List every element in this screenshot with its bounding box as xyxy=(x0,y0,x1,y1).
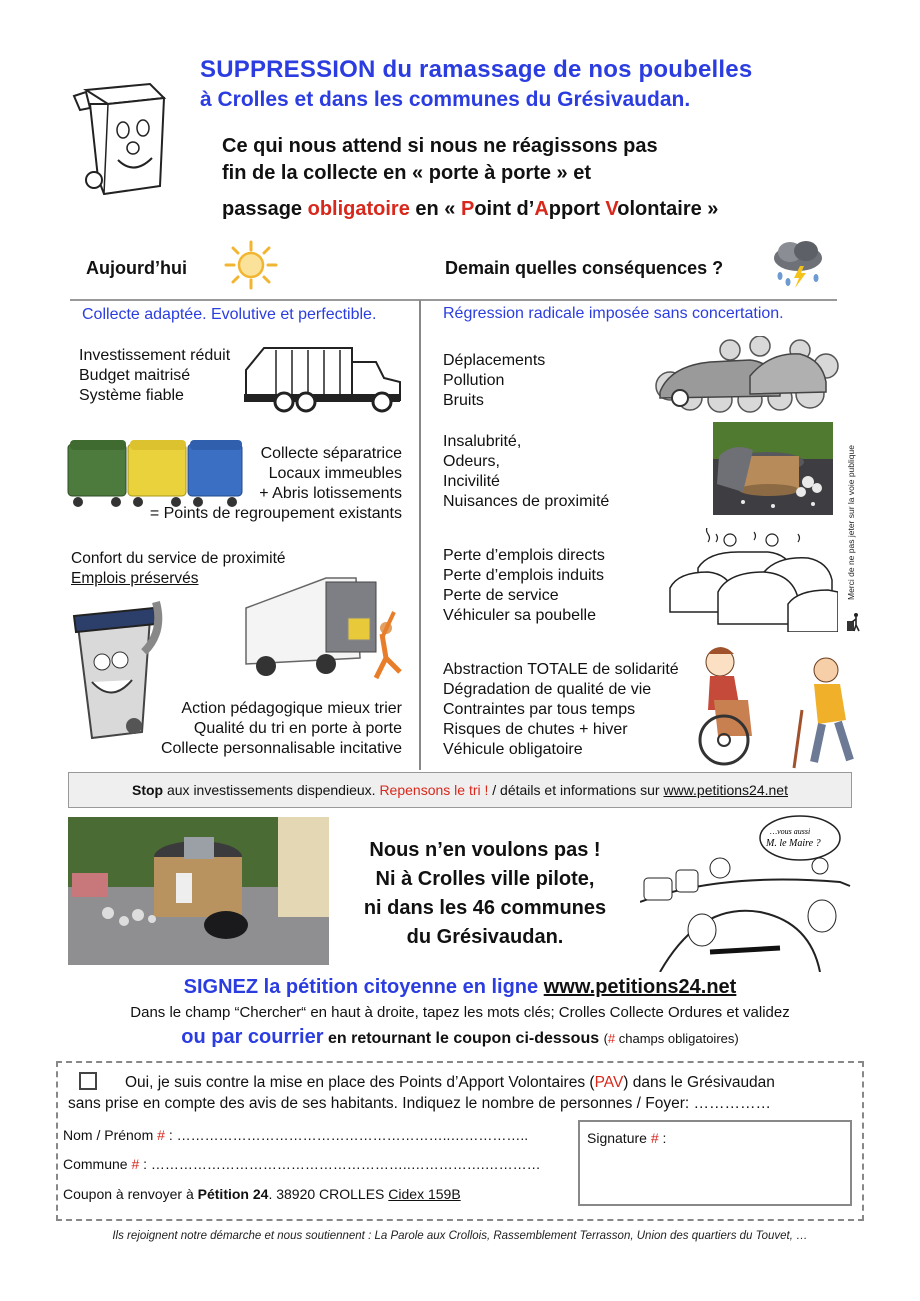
list-item: Contraintes par tous temps xyxy=(443,701,636,718)
highlight-v: V xyxy=(605,198,618,220)
list-item: Investissement réduit xyxy=(79,347,231,364)
slogan xyxy=(330,836,640,952)
list-item: Système fiable xyxy=(79,387,184,404)
subtitle-line2: fin de la collecte en « porte à porte » et xyxy=(222,162,591,184)
pav-acronym: PAV xyxy=(594,1074,624,1091)
name-blank: : …………………………………………………..…………….. xyxy=(164,1127,529,1143)
list-item: Collecte personnalisable incitative xyxy=(160,740,402,757)
required-marker: # xyxy=(157,1127,165,1143)
column-divider xyxy=(419,300,421,770)
main-title-line2: à Crolles et dans les communes du Grésivaudan. xyxy=(200,88,691,111)
column-heading-today: Aujourd’hui xyxy=(86,258,187,278)
main-title xyxy=(200,56,752,84)
storm-cloud-icon xyxy=(768,238,828,290)
today-block-1 xyxy=(79,346,230,406)
text: Oui, je suis contre la mise en place des Points d’Apport Volontaires ( xyxy=(125,1074,595,1091)
today-block-2 xyxy=(130,444,402,524)
wheelie-bin-icon xyxy=(68,68,168,198)
petitions24-link[interactable]: www.petitions24.net xyxy=(663,782,788,798)
text: / détails et informations sur xyxy=(488,782,664,798)
container-litter-photo xyxy=(68,817,329,965)
sun-icon xyxy=(222,240,280,290)
title-rest: du ramassage de nos poubelles xyxy=(375,56,753,83)
list-item: Budget maitrisé xyxy=(79,367,191,384)
list-item: Déplacements xyxy=(443,352,546,369)
sign-petition-heading xyxy=(0,976,920,999)
commune-label: Commune xyxy=(63,1156,132,1172)
supporters-footer: Ils rejoignent notre démarche et nous soutiennent : La Parole aux Crollois, Rassemblement Terrasson, Union des quartiers du Touvet, … xyxy=(112,1230,808,1242)
list-item: Perte d’emplois directs xyxy=(443,547,605,564)
tomorrow-block-2 xyxy=(443,432,609,512)
tomorrow-block-1 xyxy=(443,351,545,411)
signature-label xyxy=(587,1130,666,1146)
traffic-jam-drawing xyxy=(668,528,838,632)
slogan-line: Nous n’en voulons pas ! xyxy=(369,839,601,861)
stop-word: Stop xyxy=(131,782,164,798)
slogan-line: du Grésivaudan. xyxy=(406,926,564,948)
text: : xyxy=(658,1130,667,1146)
slogan-line: ni dans les 46 communes xyxy=(363,897,607,919)
list-item: Odeurs, xyxy=(443,453,500,470)
text: Signature xyxy=(587,1130,651,1146)
text: en retournant le coupon ci-dessous xyxy=(323,1030,604,1047)
return-address xyxy=(63,1186,461,1202)
text: olontaire » xyxy=(617,198,719,220)
list-item: Véhicule obligatoire xyxy=(443,741,583,758)
column-heading-tomorrow: Demain quelles conséquences ? xyxy=(445,258,724,278)
list-item: Collecte séparatrice xyxy=(260,445,402,462)
list-item: Perte de service xyxy=(443,587,559,604)
list-item: Pollution xyxy=(443,372,505,389)
list-item: Véhiculer sa poubelle xyxy=(443,607,596,624)
tagline-today: Collecte adaptée. Evolutive et perfectible. xyxy=(82,306,377,323)
list-item: Nuisances de proximité xyxy=(443,493,610,510)
text: Coupon à renvoyer à xyxy=(63,1186,198,1202)
repensons-le-tri: Repensons le tri ! xyxy=(379,782,489,798)
text: passage xyxy=(222,198,308,220)
svg-text:M. le Maire ?: M. le Maire ? xyxy=(766,838,821,849)
list-item: Qualité du tri en porte à porte xyxy=(193,720,402,737)
stop-banner xyxy=(68,772,852,808)
sign-text: SIGNEZ la pétition citoyenne en ligne xyxy=(183,976,544,998)
list-item: Insalubrité, xyxy=(443,433,522,450)
today-block-4 xyxy=(130,699,402,759)
highlight-obligatoire: obligatoire xyxy=(307,198,410,220)
text: champs obligatoires) xyxy=(615,1031,739,1046)
list-item: = Points de regroupement existants xyxy=(149,505,402,522)
garbage-truck-drawing xyxy=(234,340,404,415)
list-item: Abstraction TOTALE de solidarité xyxy=(443,661,679,678)
petition-website-link[interactable]: www.petitions24.net xyxy=(543,976,737,998)
tomorrow-block-3 xyxy=(443,546,605,626)
slogan-line: Ni à Crolles ville pilote, xyxy=(375,868,595,890)
polluting-cars-drawing xyxy=(650,336,840,414)
mail-emphasis: ou par courrier xyxy=(181,1026,324,1048)
overflowing-container-photo xyxy=(713,422,833,515)
agree-checkbox[interactable] xyxy=(79,1072,97,1090)
list-item: Perte d’emplois induits xyxy=(443,567,604,584)
search-instructions: Dans le champ “Chercher“ en haut à droite, tapez les mots clés; Crolles Collecte Ordures et validez xyxy=(130,1004,790,1021)
text: en « xyxy=(409,198,461,220)
text: ( xyxy=(603,1031,608,1046)
tomorrow-block-4 xyxy=(443,660,679,760)
cidex: Cidex 159B xyxy=(388,1186,461,1202)
mascot-bin-drawing xyxy=(68,68,168,198)
agree-label xyxy=(125,1074,775,1092)
subtitle-line3 xyxy=(222,198,718,221)
emplois-preserves: Emplois préservés xyxy=(71,570,199,587)
required-marker: # xyxy=(650,1130,659,1146)
title-emphasis: SUPPRESSION xyxy=(200,56,376,83)
list-item: Dégradation de qualité de vie xyxy=(443,681,652,698)
text: aux investissements dispendieux. xyxy=(163,782,380,798)
commune-field[interactable] xyxy=(63,1156,541,1172)
commune-blank: : ………………………………………………..…………….………… xyxy=(139,1156,541,1172)
list-item: Locaux immeubles xyxy=(268,465,402,482)
agree-label-line2: sans prise en compte des avis de ses habitants. Indiquez le nombre de personnes / Foyer: …………… xyxy=(68,1095,772,1112)
list-item: Bruits xyxy=(443,392,484,409)
list-item: + Abris lotissements xyxy=(259,485,402,502)
text: ) dans le Grésivaudan xyxy=(623,1074,775,1091)
organisation-name: Pétition 24 xyxy=(197,1186,269,1202)
name-label: Nom / Prénom xyxy=(63,1127,158,1143)
highlight-a: A xyxy=(534,198,549,220)
collection-truck-illustration xyxy=(236,568,412,688)
list-item: Action pédagogique mieux trier xyxy=(181,700,402,717)
list-item: Risques de chutes + hiver xyxy=(443,721,628,738)
highlight-p: P xyxy=(460,198,475,220)
subtitle-line1: Ce qui nous attend si nous ne réagissons pas xyxy=(222,135,658,157)
text: oint d’ xyxy=(474,198,535,220)
text: . 38920 CROLLES xyxy=(268,1186,389,1202)
signature-box[interactable] xyxy=(578,1120,852,1206)
litter-bin-person-icon xyxy=(846,612,860,632)
name-field[interactable] xyxy=(63,1127,528,1143)
list-item: Confort du service de proximité xyxy=(71,550,286,567)
wheelchair-and-elderly-illustration xyxy=(690,640,870,770)
tagline-tomorrow: Régression radicale imposée sans concertation. xyxy=(443,305,784,322)
required-marker: # xyxy=(607,1031,616,1046)
side-note-litter: Merci de ne pas jeter sur la voie publique xyxy=(846,445,856,600)
text: pport xyxy=(548,198,606,220)
required-marker: # xyxy=(131,1156,140,1172)
list-item: Incivilité xyxy=(443,473,500,490)
speech-bubble-text: …vous aussi xyxy=(770,827,811,836)
bridge-cartoon xyxy=(640,812,870,972)
section-divider xyxy=(70,299,837,301)
mail-instructions xyxy=(0,1026,920,1049)
